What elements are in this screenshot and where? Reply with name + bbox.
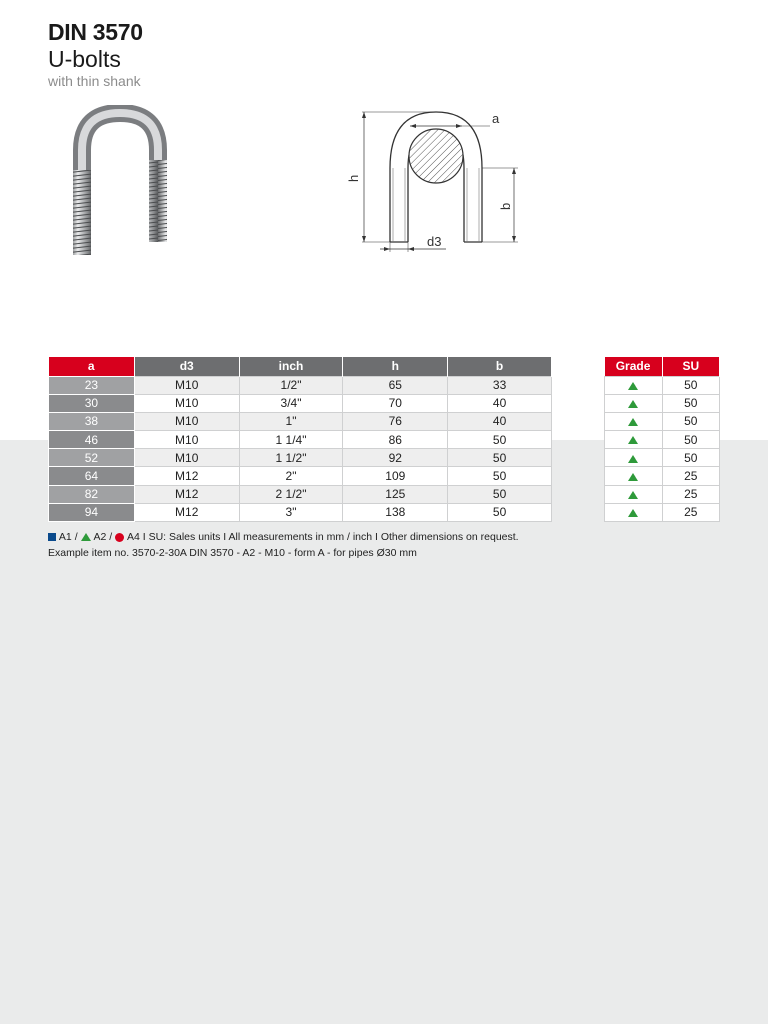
table-cell-d3: M10 — [134, 431, 239, 449]
table-row — [605, 431, 720, 449]
column-header-d3: d3 — [134, 357, 239, 376]
table-cell-h: 138 — [343, 503, 448, 521]
table-cell-b: 50 — [448, 431, 552, 449]
table-cell-h: 86 — [343, 431, 448, 449]
table-header-row — [49, 357, 552, 376]
green-triangle-icon — [628, 382, 638, 390]
table-cell-su: 50 — [662, 449, 719, 467]
table-cell-inch: 1 1/2" — [239, 449, 343, 467]
table-cell-su: 50 — [662, 412, 719, 430]
green-triangle-icon — [628, 473, 638, 481]
table-cell-grade — [605, 412, 663, 430]
table-row — [605, 485, 720, 503]
legend-text: I SU: Sales units I All measurements in mm / inch I Other dimensions on request. — [142, 531, 519, 544]
table-cell-inch: 2 1/2" — [239, 485, 343, 503]
table-cell-su: 50 — [662, 431, 719, 449]
table-cell-grade — [605, 467, 663, 485]
green-triangle-icon — [628, 455, 638, 463]
column-header-grade: Grade — [605, 357, 663, 376]
legend-separator: / — [109, 531, 113, 544]
page-background-band — [0, 440, 768, 1024]
legend — [48, 531, 519, 543]
table-cell-d3: M10 — [134, 412, 239, 430]
table-row — [605, 467, 720, 485]
table-cell-h: 76 — [343, 412, 448, 430]
dim-label-d3: d3 — [427, 234, 442, 249]
table-cell-a: 46 — [49, 431, 135, 449]
table-cell-h: 70 — [343, 394, 448, 412]
table-cell-su: 50 — [662, 376, 719, 394]
page-description: with thin shank — [48, 73, 141, 89]
table-cell-grade — [605, 394, 663, 412]
table-cell-su: 25 — [662, 503, 719, 521]
table-row — [605, 449, 720, 467]
table-cell-grade — [605, 503, 663, 521]
table-cell-b: 40 — [448, 394, 552, 412]
table-cell-inch: 2" — [239, 467, 343, 485]
column-header-b: b — [448, 357, 552, 376]
table-cell-su: 50 — [662, 394, 719, 412]
dimensions-table — [48, 357, 552, 522]
legend-a1: A1 — [58, 531, 72, 544]
table-cell-a: 64 — [49, 467, 135, 485]
table-cell-d3: M10 — [134, 376, 239, 394]
column-header-a: a — [49, 357, 135, 376]
table-cell-d3: M10 — [134, 394, 239, 412]
table-cell-inch: 1/2" — [239, 376, 343, 394]
dim-label-a: a — [492, 111, 500, 126]
table-cell-d3: M12 — [134, 485, 239, 503]
table-cell-a: 82 — [49, 485, 135, 503]
table-cell-inch: 1" — [239, 412, 343, 430]
table-row — [49, 503, 552, 521]
table-cell-b: 50 — [448, 485, 552, 503]
legend-a4: A4 — [126, 531, 140, 544]
column-header-inch: inch — [239, 357, 343, 376]
table-row — [49, 485, 552, 503]
a4-circle-icon — [115, 533, 124, 542]
table-cell-d3: M10 — [134, 449, 239, 467]
table-cell-h: 125 — [343, 485, 448, 503]
table-cell-inch: 3/4" — [239, 394, 343, 412]
green-triangle-icon — [628, 418, 638, 426]
table-row — [49, 449, 552, 467]
table-row — [49, 431, 552, 449]
table-cell-grade — [605, 485, 663, 503]
table-cell-grade — [605, 431, 663, 449]
table-cell-grade — [605, 449, 663, 467]
table-cell-h: 65 — [343, 376, 448, 394]
table-cell-b: 33 — [448, 376, 552, 394]
table-cell-a: 94 — [49, 503, 135, 521]
table-cell-b: 40 — [448, 412, 552, 430]
table-cell-su: 25 — [662, 467, 719, 485]
column-header-su: SU — [662, 357, 719, 376]
table-row — [605, 394, 720, 412]
green-triangle-icon — [628, 509, 638, 517]
u-bolt-technical-drawing — [340, 100, 540, 260]
table-cell-h: 92 — [343, 449, 448, 467]
table-cell-d3: M12 — [134, 467, 239, 485]
table-cell-inch: 1 1/4" — [239, 431, 343, 449]
table-row — [49, 376, 552, 394]
table-cell-su: 25 — [662, 485, 719, 503]
green-triangle-icon — [628, 491, 638, 499]
table-cell-grade — [605, 376, 663, 394]
table-cell-h: 109 — [343, 467, 448, 485]
table-row — [605, 376, 720, 394]
a2-triangle-icon — [81, 533, 91, 541]
table-cell-d3: M12 — [134, 503, 239, 521]
table-row — [49, 412, 552, 430]
table-cell-b: 50 — [448, 467, 552, 485]
dim-label-b: b — [498, 202, 513, 210]
table-cell-b: 50 — [448, 503, 552, 521]
table-cell-inch: 3" — [239, 503, 343, 521]
table-header-row — [605, 357, 720, 376]
table-cell-b: 50 — [448, 449, 552, 467]
table-row — [605, 412, 720, 430]
table-row — [49, 467, 552, 485]
legend-separator: / — [74, 531, 78, 544]
table-cell-a: 23 — [49, 376, 135, 394]
table-cell-a: 52 — [49, 449, 135, 467]
page-subtitle: U-bolts — [48, 46, 121, 72]
column-header-h: h — [343, 357, 448, 376]
page-title: DIN 3570 — [48, 19, 143, 45]
table-row — [49, 394, 552, 412]
table-row — [605, 503, 720, 521]
legend-a2: A2 — [93, 531, 107, 544]
table-cell-a: 38 — [49, 412, 135, 430]
green-triangle-icon — [628, 436, 638, 444]
dim-label-h: h — [346, 174, 361, 182]
green-triangle-icon — [628, 400, 638, 408]
u-bolt-photo — [70, 105, 170, 260]
table-cell-a: 30 — [49, 394, 135, 412]
a1-square-icon — [48, 533, 56, 541]
example-item-text: Example item no. 3570-2-30A DIN 3570 - A2 - M10 - form A - for pipes Ø30 mm — [48, 547, 417, 559]
grade-table — [604, 357, 720, 522]
